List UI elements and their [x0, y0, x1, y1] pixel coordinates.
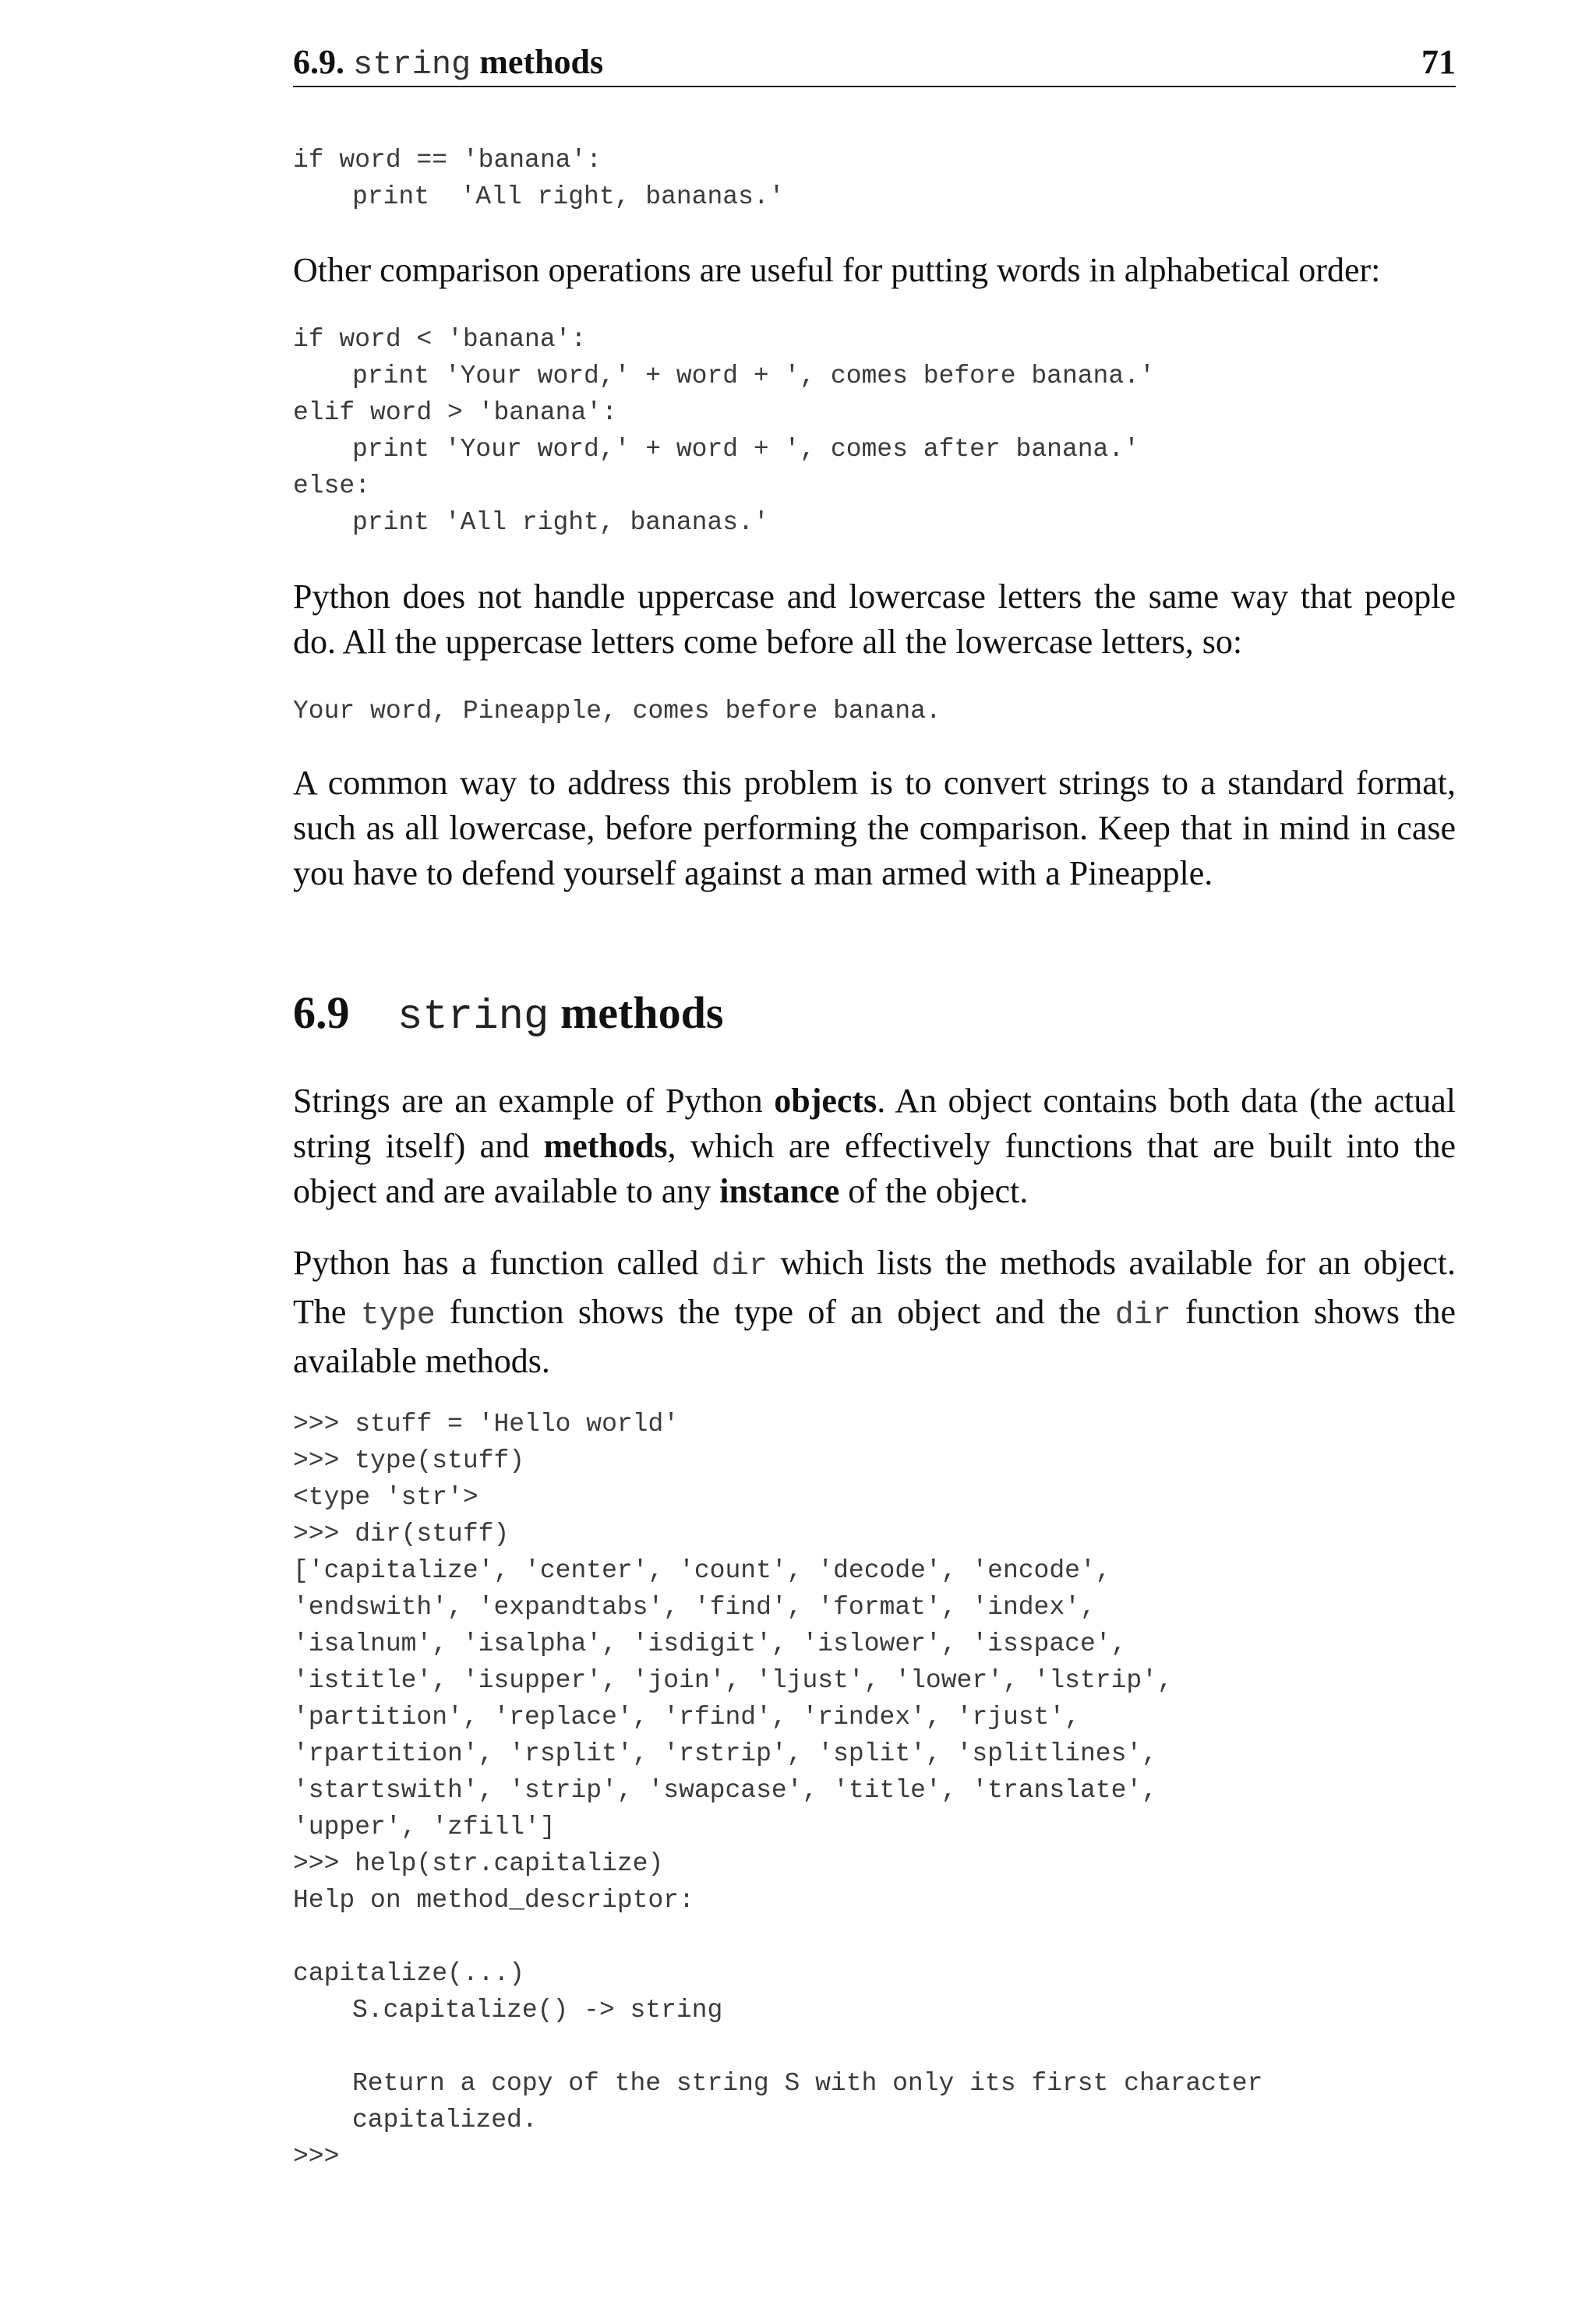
code-line — [293, 1919, 1262, 1955]
paragraph-uppercase: Python does not handle uppercase and lowercase letters the same way that people do. All the uppercase letters come before all the lowercase letters, so: — [293, 577, 1456, 661]
code-line: print 'All right, bananas.' — [352, 182, 785, 211]
inline-code: dir — [711, 1249, 768, 1284]
code-line — [293, 2028, 1262, 2065]
code-line: Your word, Pineapple, comes before banana. — [293, 697, 941, 726]
code-line: >>> dir(stuff) — [293, 1520, 510, 1548]
code-line: capitalize(...) — [293, 1959, 525, 1988]
code-block-output — [293, 693, 941, 729]
code-line: 'upper', 'zfill'] — [293, 1813, 556, 1841]
header-section-code: string — [353, 46, 471, 83]
text-run: Python has a function called — [293, 1244, 711, 1282]
text-run: Strings are an example of Python — [293, 1082, 775, 1120]
code-line: 'endswith', 'expandtabs', 'find', 'format', 'index', — [293, 1593, 1096, 1622]
section-number: 6.9 — [293, 987, 350, 1038]
code-line: >>> stuff = 'Hello world' — [293, 1410, 680, 1439]
section-heading — [293, 983, 1456, 1043]
section-code-word: string — [397, 994, 549, 1041]
code-line: print 'Your word,' + word + ', comes after banana.' — [352, 435, 1139, 464]
code-line: >>> type(stuff) — [293, 1446, 525, 1475]
paragraph-standard-format: A common way to address this problem is to convert strings to a standard format, such as all lowercase, before performing the comparison. Keep that in mind in case you have to defend yourself against a man armed with a Pineapple. — [293, 764, 1456, 892]
code-line: Help on method_descriptor: — [293, 1886, 694, 1915]
code-line: 'startswith', 'strip', 'swapcase', 'title', 'translate', — [293, 1776, 1157, 1805]
code-line: elif word > 'banana': — [293, 398, 617, 427]
header-section-word: methods — [479, 43, 604, 81]
header-section-title — [293, 42, 603, 85]
page-number: 71 — [1421, 43, 1456, 81]
code-line: S.capitalize() -> string — [352, 1996, 723, 2025]
term-methods: methods — [543, 1127, 668, 1165]
code-block-if-banana — [293, 142, 785, 215]
code-line: 'rpartition', 'rsplit', 'rstrip', 'split', 'splitlines', — [293, 1739, 1157, 1768]
code-line: Return a copy of the string S with only its first character — [352, 2069, 1263, 2098]
code-line: capitalized. — [352, 2106, 538, 2134]
inline-code: dir — [1114, 1298, 1171, 1333]
code-line: 'isalnum', 'isalpha', 'isdigit', 'islower', 'isspace', — [293, 1629, 1127, 1658]
term-instance: instance — [719, 1172, 840, 1210]
section-word: methods — [560, 987, 724, 1038]
code-block-alphabetical — [293, 321, 1155, 541]
paragraph-comparison: Other comparison operations are useful for putting words in alphabetical order: — [293, 251, 1381, 289]
code-line: ['capitalize', 'center', 'count', 'decode', 'encode', — [293, 1556, 1111, 1585]
text-run: of the object. — [839, 1172, 1029, 1210]
code-line: print 'All right, bananas.' — [352, 508, 769, 537]
text-run: , which are effectively functions that are built into the object and are available to any — [293, 1127, 1456, 1210]
running-header — [293, 39, 1456, 87]
text-run: function shows the type of an object and the — [435, 1293, 1115, 1331]
code-line: if word == 'banana': — [293, 146, 602, 175]
header-section-number: 6.9. — [293, 43, 344, 81]
code-line: <type 'str'> — [293, 1483, 478, 1512]
code-line: >>> help(str.capitalize) — [293, 1849, 664, 1878]
code-line: >>> — [293, 2142, 340, 2171]
inline-code: type — [360, 1298, 436, 1333]
paragraph-dir-function — [293, 1241, 1456, 1384]
paragraph-objects — [293, 1079, 1456, 1214]
code-line: if word < 'banana': — [293, 325, 587, 354]
code-line: 'istitle', 'isupper', 'join', 'ljust', 'lower', 'lstrip', — [293, 1666, 1173, 1695]
text-run: which lists the methods available for an object. The — [293, 1244, 1457, 1331]
code-line: 'partition', 'replace', 'rfind', 'rindex', 'rjust', — [293, 1703, 1080, 1732]
code-block-interpreter — [293, 1406, 1262, 2175]
term-objects: objects — [774, 1082, 877, 1120]
text-run: . An object contains both data (the actual string itself) and — [293, 1082, 1456, 1165]
code-line: print 'Your word,' + word + ', comes before banana.' — [352, 362, 1155, 390]
text-run: function shows the available methods. — [293, 1293, 1457, 1380]
code-line: else: — [293, 471, 371, 500]
